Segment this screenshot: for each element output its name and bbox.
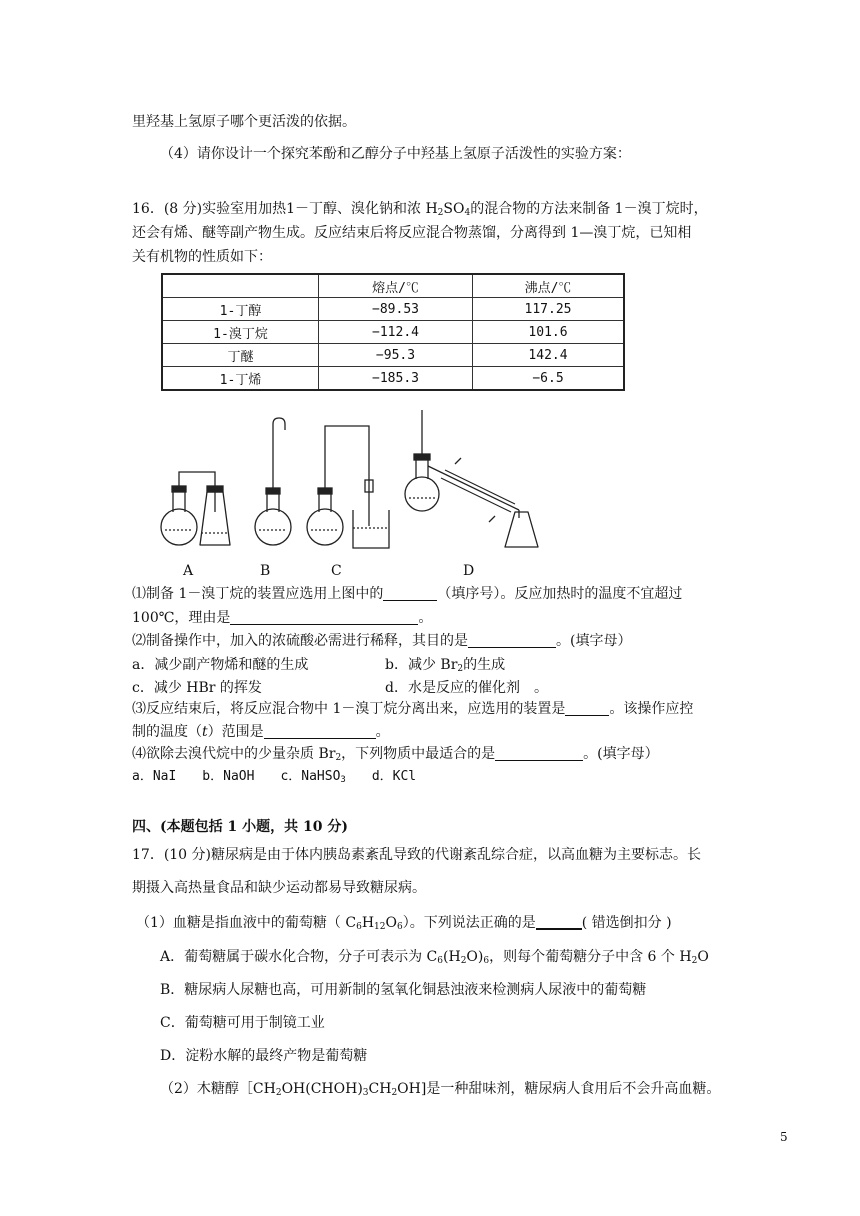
table-row [162, 367, 624, 391]
text: CH [368, 1081, 392, 1097]
part-3-line-1 [132, 700, 693, 718]
sub: 6 [437, 956, 444, 966]
text: 的生成 [463, 657, 506, 673]
table-row [162, 344, 624, 367]
apparatus-c [307, 426, 389, 548]
answer-blank[interactable] [230, 610, 418, 625]
answer-blank[interactable] [495, 746, 583, 761]
table-cell: 101.6 [473, 321, 625, 344]
text: 制的温度（ [132, 724, 202, 740]
sub: 6 [483, 956, 490, 966]
text: O [385, 915, 397, 931]
text: ( 错选倒扣分 ) [581, 915, 672, 931]
apparatus-a [161, 472, 230, 545]
sub: 2 [275, 1088, 282, 1098]
table-header-row [162, 274, 624, 298]
properties-table [161, 273, 625, 391]
q17-part-2 [160, 1080, 720, 1102]
table-header-cell [162, 274, 319, 298]
sub: 6 [396, 922, 403, 932]
table-cell: 1-丁醇 [162, 298, 319, 321]
sub: 2 [691, 956, 698, 966]
table-cell: −6.5 [473, 367, 625, 391]
text: d．KCl [345, 769, 417, 784]
q16-text-c: 的混合物的方法来制备 1－溴丁烷时， [470, 201, 708, 217]
table-cell: −185.3 [319, 367, 473, 391]
text: ⑴制备 1－溴丁烷的装置应选用上图中的 [132, 586, 384, 602]
text: ，则每个葡萄糖分子中含 6 个 H [489, 949, 692, 965]
text: O [697, 949, 709, 965]
answer-blank[interactable] [383, 586, 437, 601]
text: （2）木糖醇［CH [160, 1081, 276, 1097]
sub: 4 [464, 208, 471, 218]
text: 。该操作应控 [609, 701, 694, 717]
sub: 2 [391, 1088, 398, 1098]
sub: 12 [374, 922, 386, 932]
sub: 3 [340, 775, 346, 785]
table-cell: 1-丁烯 [162, 367, 319, 391]
page-number: 5 [780, 1130, 788, 1144]
text: 。 [418, 610, 433, 626]
text: O) [466, 949, 484, 965]
answer-blank[interactable] [468, 633, 556, 648]
line-1: 里羟基上氢原子哪个更活泼的依据。 [132, 114, 356, 130]
text: 。(填字母） [556, 633, 632, 649]
table-cell: 117.25 [473, 298, 625, 321]
part-1-line-2 [132, 609, 432, 627]
apparatus-d [405, 410, 538, 547]
q16-line-3: 关有机物的性质如下： [132, 249, 272, 265]
apparatus-label-a: A [183, 563, 194, 579]
q17-option-b: B．糖尿病人尿糖也高，可用新制的氢氧化铜悬浊液来检测病人尿液中的葡萄糖 [160, 982, 647, 998]
text: a．NaI b．NaOH c．NaHSO [132, 769, 341, 784]
sub: 2 [437, 208, 444, 218]
answer-blank[interactable] [536, 914, 582, 930]
q17-line-2: 期摄入高热量食品和缺少运动都易导致糖尿病。 [132, 880, 426, 896]
apparatus-diagram [155, 400, 555, 560]
text: ⑵制备操作中，加入的浓硫酸必需进行稀释，其目的是 [132, 633, 468, 649]
table-row [162, 321, 624, 344]
text: （填序号）。反应加热时的温度不宜超过 [437, 586, 683, 602]
text: b．减少 Br [385, 657, 458, 673]
text: 。(填字母） [583, 746, 659, 762]
answer-blank[interactable] [264, 724, 376, 739]
q17-part-1 [136, 914, 672, 936]
sub: 2 [457, 664, 464, 674]
variable-t: t [202, 724, 208, 740]
q16-text-b: SO [443, 201, 465, 217]
table-cell: 1-溴丁烷 [162, 321, 319, 344]
table-cell: 丁醚 [162, 344, 319, 367]
part-4-options [132, 768, 416, 789]
text: ⑶反应结束后，将反应混合物中 1－溴丁烷分离出来，应选用的装置是 [132, 701, 566, 717]
table-header-cell: 沸点/℃ [473, 274, 625, 298]
apparatus-label-b: B [260, 563, 271, 579]
table-cell: −89.53 [319, 298, 473, 321]
option-b [385, 656, 505, 678]
q17-option-d: D．淀粉水解的最终产物是葡萄糖 [160, 1048, 368, 1064]
text: A．葡萄糖属于碳水化合物，分子可表示为 C [160, 949, 438, 965]
table-header-cell: 熔点/℃ [319, 274, 473, 298]
text: （1）血糖是指血液中的葡萄糖（ C [136, 915, 357, 931]
q16-line-1 [132, 200, 708, 222]
q17-line-1: 17．(10 分)糖尿病是由于体内胰岛素紊乱导致的代谢紊乱综合症，以高血糖为主要标志。长 [132, 847, 702, 863]
part-2-line-1 [132, 632, 631, 650]
part-4-line-1 [132, 745, 659, 767]
apparatus-label-c: C [331, 563, 342, 579]
text: 。 [375, 724, 390, 740]
text: H [361, 915, 375, 931]
sub: 2 [460, 956, 467, 966]
q17-option-c: C．葡萄糖可用于制镜工业 [160, 1015, 325, 1031]
table-cell: 142.4 [473, 344, 625, 367]
apparatus-b [255, 418, 291, 545]
answer-blank[interactable] [565, 701, 609, 716]
option-d: d．水是反应的催化剂 。 [385, 680, 548, 696]
table-cell: −112.4 [319, 321, 473, 344]
text: ）。下列说法正确的是 [402, 915, 536, 931]
sub: 3 [362, 1088, 369, 1098]
text: (H [443, 949, 461, 965]
section-4-heading: 四、(本题包括 1 小题，共 10 分) [132, 819, 348, 835]
text: ⑷欲除去溴代烷中的少量杂质 Br [132, 746, 336, 762]
q17-option-a [160, 948, 709, 970]
text: ）范围是 [207, 724, 264, 740]
table-cell: −95.3 [319, 344, 473, 367]
part-3-line-2 [132, 723, 390, 741]
q16-line-2: 还会有烯、醚等副产物生成。反应结束后将反应混合物蒸馏，分离得到 1—溴丁烷，已知相 [132, 225, 692, 241]
q16-text-a: 16．(8 分)实验室用加热1－丁醇、溴化钠和浓 H [132, 201, 438, 217]
sub: 2 [335, 753, 342, 763]
option-a: a．减少副产物烯和醚的生成 [132, 657, 309, 673]
line-2: （4）请你设计一个探究苯酚和乙醇分子中羟基上氢原子活泼性的实验方案： [160, 146, 631, 162]
part-1-line-1 [132, 585, 682, 603]
text: OH]是一种甜味剂，糖尿病人食用后不会升高血糖。 [397, 1081, 721, 1097]
text: 100℃，理由是 [132, 610, 231, 626]
option-c: c．减少 HBr 的挥发 [132, 680, 262, 696]
text: OH(CHOH) [281, 1081, 363, 1097]
apparatus-label-d: D [463, 563, 475, 579]
sub: 6 [356, 922, 362, 932]
table-row [162, 298, 624, 321]
text: ，下列物质中最适合的是 [341, 746, 496, 762]
